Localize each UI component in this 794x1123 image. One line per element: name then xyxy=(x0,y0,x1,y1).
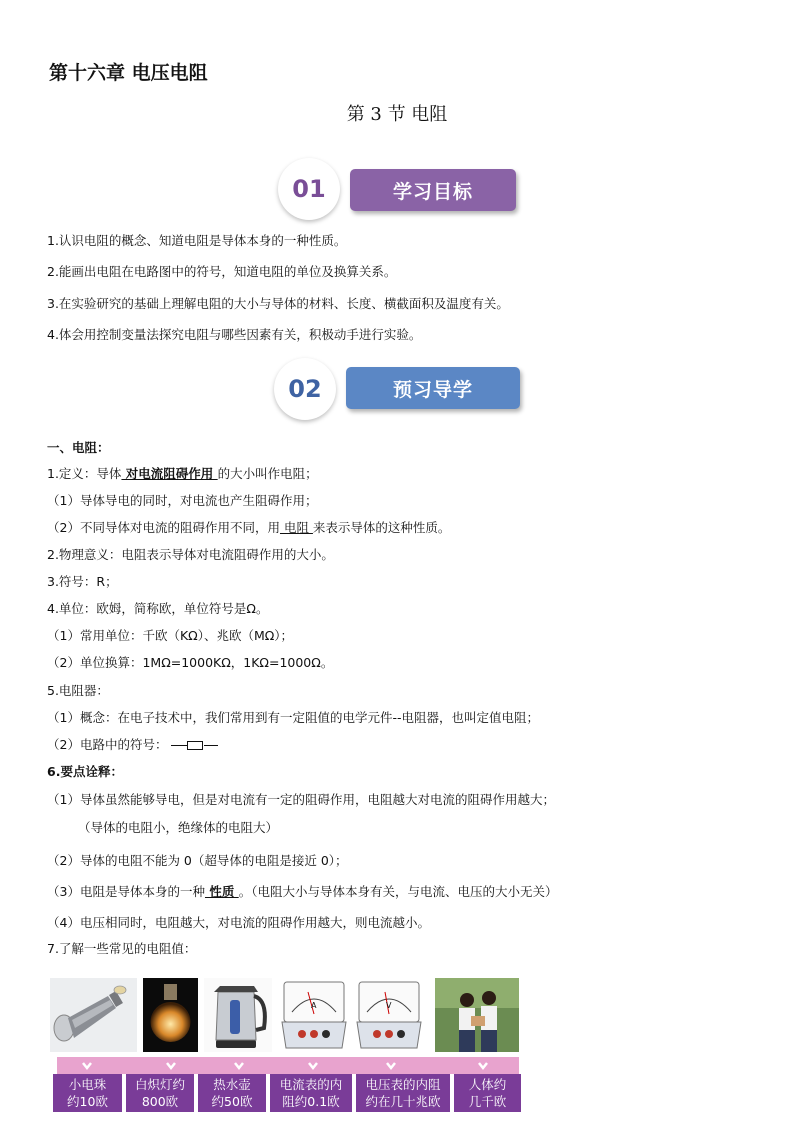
badge-label: 学习目标 xyxy=(350,169,516,211)
text-line: 2.物理意义：电阻表示导体对电流阻碍作用的大小。 xyxy=(47,547,334,562)
fill-blank: 电阻 xyxy=(279,520,313,535)
definition-line-2 xyxy=(47,518,450,536)
text: 来表示导体的这种性质。 xyxy=(312,520,451,535)
caption-line: 电流表的内 xyxy=(279,1077,343,1092)
text-line: （1）常用单位：千欧（KΩ）、兆欧（MΩ）； xyxy=(47,628,294,643)
caption-line: 电压表的内阻 xyxy=(365,1077,441,1092)
text-line: （1）导体虽然能够导电，但是对电流有一定的阻碍作用，电阻越大对电流的阻碍作用越大； xyxy=(47,792,555,807)
definition-line xyxy=(47,464,318,482)
chevron-down-icon xyxy=(476,1058,490,1072)
ammeter-image xyxy=(280,978,348,1052)
fill-blank: 性质 xyxy=(204,884,239,899)
badge-number: 01 xyxy=(278,158,340,220)
text-line: 7.了解一些常见的电阻值： xyxy=(47,941,197,956)
text-line: 3.符号：R； xyxy=(47,574,118,589)
chapter-title: 第十六章 电压电阻 xyxy=(49,62,208,84)
text-line: （1）导体导电的同时，对电流也产生阻碍作用； xyxy=(47,493,318,508)
caption-incandescent xyxy=(126,1074,194,1112)
caption-line: 阻约0.1欧 xyxy=(282,1094,340,1109)
text-line: （1）概念：在电子技术中，我们常用到有一定阻值的电学元件--电阻器，也叫定值电阻； xyxy=(47,710,539,725)
text: （2）电路中的符号： xyxy=(47,737,168,752)
flashlight-image xyxy=(50,978,137,1052)
fill-blank: 对电流阻碍作用 xyxy=(121,466,218,481)
voltmeter-image xyxy=(355,978,423,1052)
caption-ammeter xyxy=(270,1074,352,1112)
text-line: （2）单位换算：1MΩ=1000KΩ，1KΩ=1000Ω。 xyxy=(47,655,334,670)
section-title: 第 3 节 电阻 xyxy=(346,104,448,125)
text-line: （2）导体的电阻不能为 0（超导体的电阻是接近 0）； xyxy=(47,853,348,868)
badge-number: 02 xyxy=(274,358,336,420)
chevron-down-icon xyxy=(164,1058,178,1072)
caption-line: 约在几十兆欧 xyxy=(365,1094,441,1109)
objective-item: 3.在实验研究的基础上理解电阻的大小与导体的材料、长度、横截面积及温度有关。 xyxy=(47,296,509,311)
caption-small-bulb xyxy=(53,1074,122,1112)
meter-label: V xyxy=(386,1001,392,1010)
caption-line: 人体约 xyxy=(468,1077,507,1092)
badge-label: 预习导学 xyxy=(346,367,520,409)
caption-band xyxy=(57,1057,519,1074)
text-line: 5.电阻器： xyxy=(47,683,109,698)
text: （2）不同导体对电流的阻碍作用不同，用 xyxy=(47,520,280,535)
text: 。（电阻大小与导体本身有关，与电流、电压的大小无关） xyxy=(238,884,558,899)
chevron-down-icon xyxy=(306,1058,320,1072)
objective-item: 4.体会用控制变量法探究电阻与哪些因素有关，积极动手进行实验。 xyxy=(47,327,422,342)
resistor-symbol-line xyxy=(47,735,219,753)
text-line: （导体的电阻小，绝缘体的电阻大） xyxy=(78,820,279,835)
incandescent-bulb-image xyxy=(143,978,198,1052)
caption-line: 几千欧 xyxy=(468,1094,507,1109)
text-line: 4.单位：欧姆，简称欧，单位符号是Ω。 xyxy=(47,601,269,616)
objective-item: 1.认识电阻的概念、知道电阻是导体本身的一种性质。 xyxy=(47,233,347,248)
chevron-down-icon xyxy=(384,1058,398,1072)
notes-heading: 一、电阻： xyxy=(47,440,110,455)
resistor-symbol-icon xyxy=(171,741,219,751)
property-line xyxy=(47,882,557,900)
electric-kettle-image xyxy=(204,978,272,1052)
caption-line: 800欧 xyxy=(141,1094,179,1109)
caption-line: 白炽灯约 xyxy=(134,1077,185,1092)
chevron-down-icon xyxy=(232,1058,246,1072)
text-line: （4）电压相同时，电阻越大，对电流的阻碍作用越大，则电流越小。 xyxy=(47,915,430,930)
text: （3）电阻是导体本身的一种 xyxy=(47,884,205,899)
text: 1.定义：导体 xyxy=(47,466,122,481)
caption-line: 热水壶 xyxy=(213,1077,251,1092)
caption-line: 约10欧 xyxy=(67,1094,108,1109)
text-line: 6.要点诠释： xyxy=(47,764,123,779)
people-photo-image xyxy=(435,978,519,1052)
text: 的大小叫作电阻； xyxy=(217,466,318,481)
chevron-down-icon xyxy=(80,1058,94,1072)
caption-voltmeter xyxy=(356,1074,450,1112)
caption-line: 小电珠 xyxy=(68,1077,107,1092)
objective-item: 2.能画出电阻在电路图中的符号，知道电阻的单位及换算关系。 xyxy=(47,264,397,279)
caption-kettle xyxy=(198,1074,266,1112)
caption-line: 约50欧 xyxy=(211,1094,253,1109)
caption-human-body xyxy=(454,1074,521,1112)
meter-label: A xyxy=(311,1001,317,1010)
